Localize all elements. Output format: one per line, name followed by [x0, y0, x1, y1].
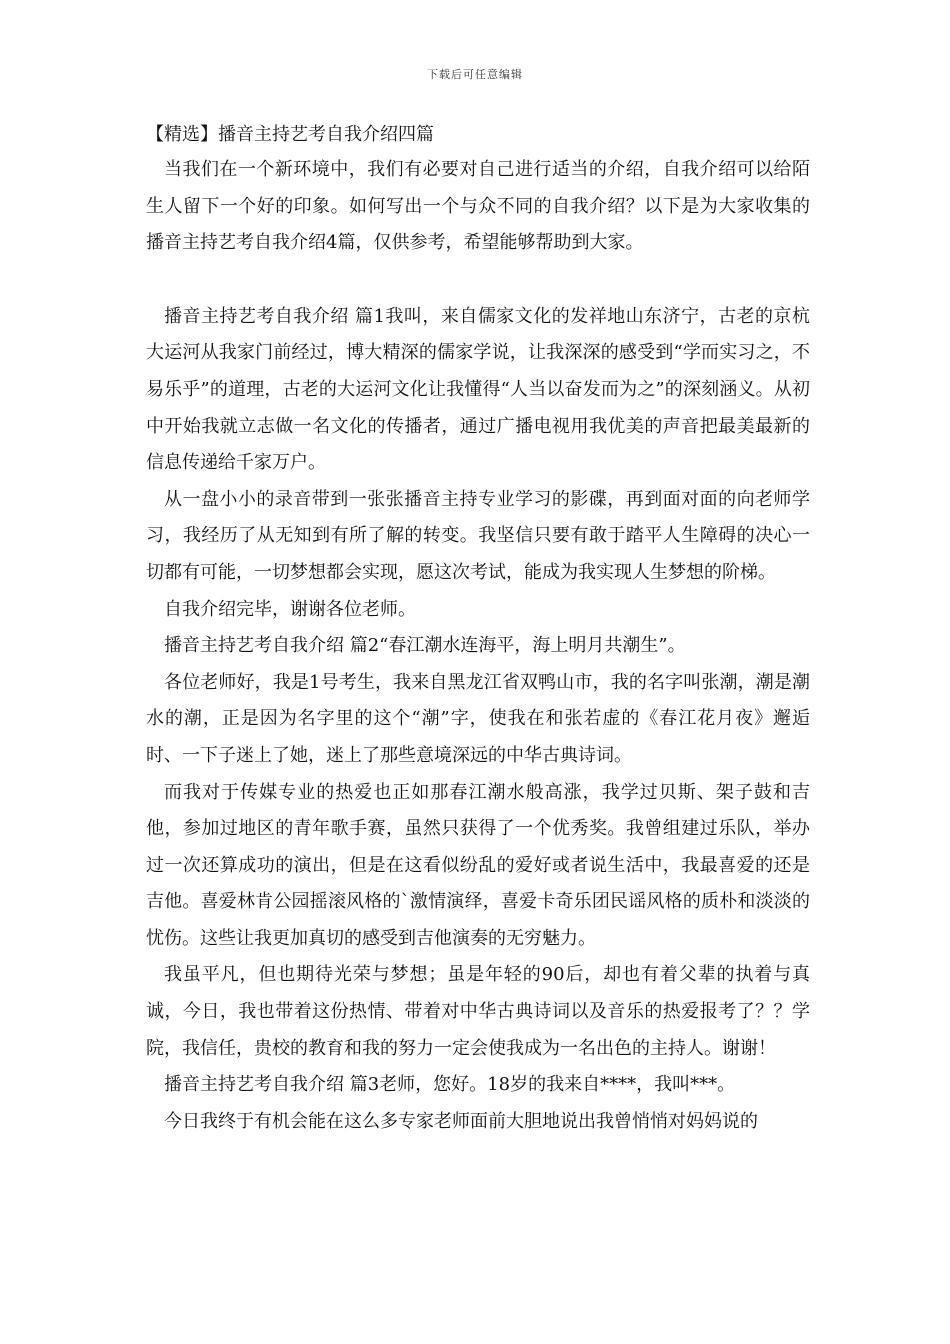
paragraph-essay-2: 播音主持艺考自我介绍 篇2“春江潮水连海平，海上明月共潮生”。 — [164, 635, 686, 657]
paragraph: 自我介绍完毕，谢谢各位老师。 — [164, 598, 416, 620]
paragraph-essay-1: 播音主持艺考自我介绍 篇1我叫，来自儒家文化的发祥地山东济宁，古老的京杭大运河从我家门前经过，博大精深的儒家学说，让我深深的感受到“学而实习之，不易乐乎”的道理，古老的大运河文化让我懂得“人当以奋发而为之”的深刻涵义。从初中开始我就立志做一名文化的传播者，通过广播电视用我优美的声音把最美最新的信息传递给千家万户。 — [146, 305, 810, 474]
paragraph: 而我对于传媒专业的热爱也正如那春江潮水般高涨，我学过贝斯、架子鼓和吉他，参加过地区的青年歌手赛，虽然只获得了一个优秀奖。我曾组建过乐队，举办过一次还算成功的演出，但是在这看似纷乱的爱好或者说生活中，我最喜爱的还是吉他。喜爱林肯公园摇滚风格的`激情演绎，喜爱卡奇乐团民谣风格的质朴和淡淡的忧伤。这些让我更加真切的感受到吉他演奏的无穷魅力。 — [146, 781, 810, 949]
paragraph-essay-3: 播音主持艺考自我介绍 篇3老师，您好。18岁的我来自****，我叫***。 — [164, 1074, 736, 1096]
paragraph: 各位老师好，我是1号考生，我来自黑龙江省双鸭山市，我的名字叫张潮，潮是潮水的潮，正是因为名字里的这个“潮”字，使我在和张若虚的《春江花月夜》邂逅时、一下子迷上了她，迷上了那些意境深远的中华古典诗词。 — [146, 671, 810, 766]
paragraph: 我虽平凡，但也期待光荣与梦想；虽是年轻的90后，却也有着父辈的执着与真诚，今日，我也带着这份热情、带着对中华古典诗词以及音乐的热爱报考了？？学院，我信任，贵校的教育和我的努力一定会使我成为一名出色的主持人。谢谢！ — [146, 964, 810, 1059]
header-note: 下载后可任意编辑 — [427, 68, 523, 81]
document-title: 【精选】播音主持艺考自我介绍四篇 — [146, 124, 434, 145]
document-body — [146, 120, 810, 1140]
paragraph-intro: 当我们在一个新环境中，我们有必要对自己进行适当的介绍，自我介绍可以给陌生人留下一个好的印象。如何写出一个与众不同的自我介绍？以下是为大家收集的播音主持艺考自我介绍4篇，仅供参考，希望能够帮助到大家。 — [146, 159, 810, 254]
paragraph: 今日我终于有机会能在这么多专家老师面前大胆地说出我曾悄悄对妈妈说的 — [164, 1110, 758, 1132]
paragraph: 从一盘小小的录音带到一张张播音主持专业学习的影碟，再到面对面的向老师学习，我经历了从无知到有所了解的转变。我坚信只要有敢于踏平人生障碍的决心一切都有可能，一切梦想都会实现，愿这次考试，能成为我实现人生梦想的阶梯。 — [146, 488, 810, 583]
